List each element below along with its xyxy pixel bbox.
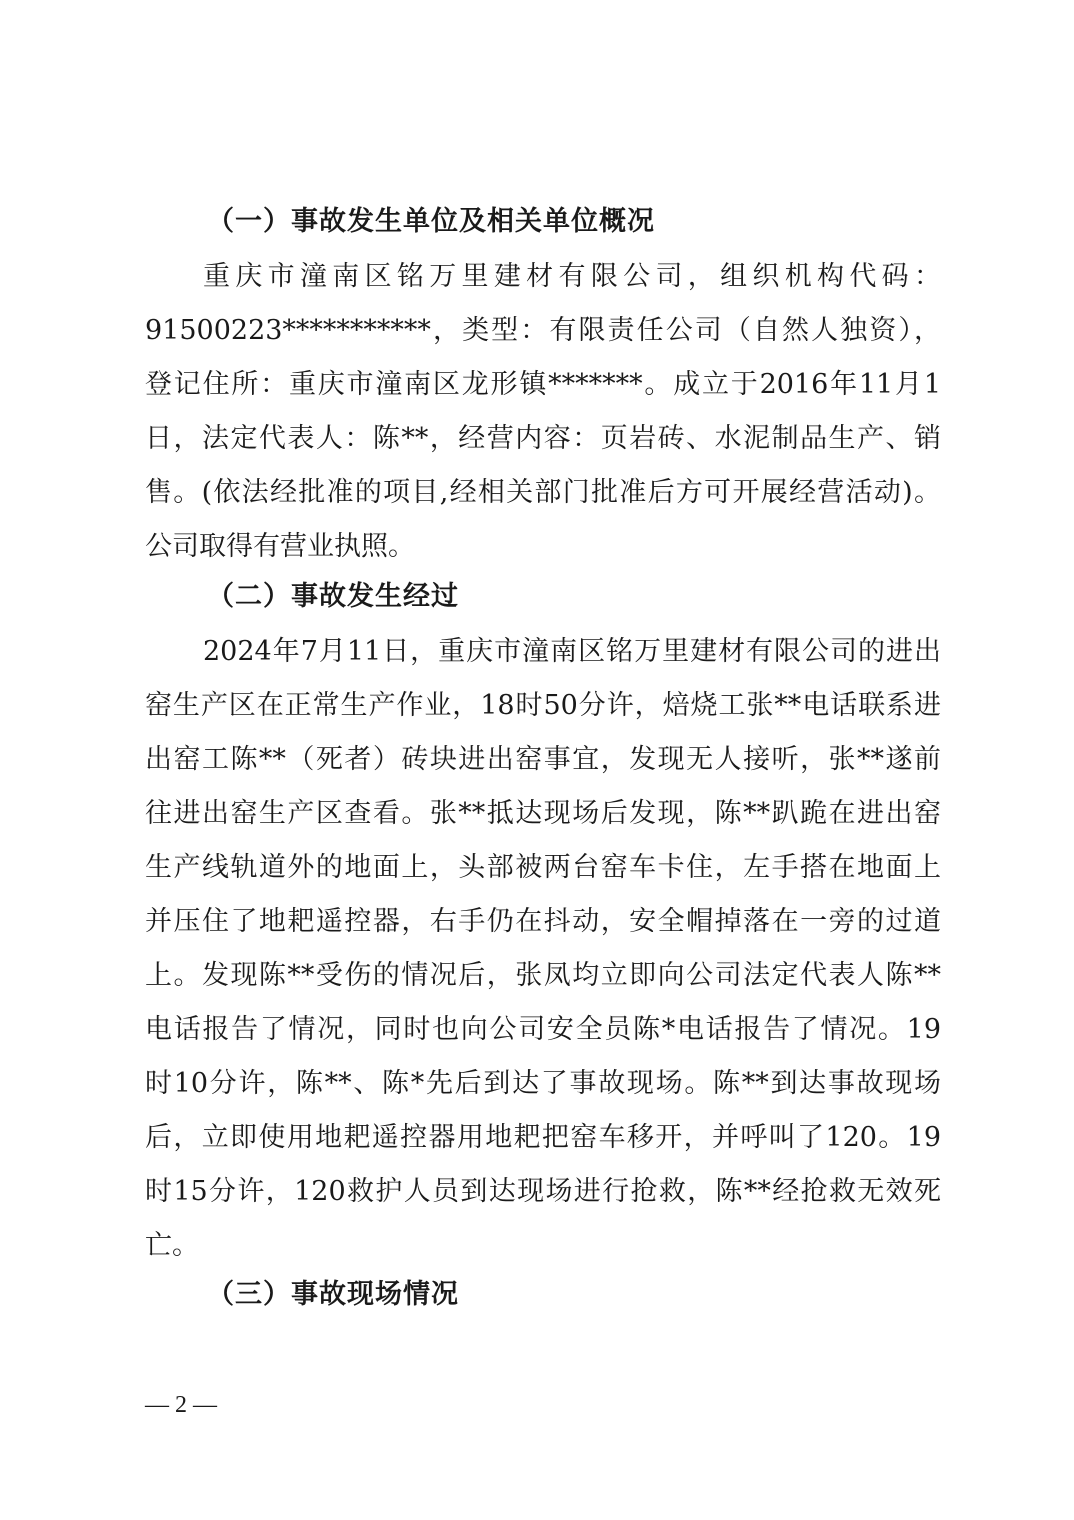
paragraph-line: 登记住所：重庆市潼南区龙形镇*******。成立于2016年11月1 (145, 369, 941, 400)
section-2-heading: （二）事故发生经过 (207, 581, 459, 612)
paragraph-line: 生产线轨道外的地面上，头部被两台窑车卡住，左手搭在地面上 (145, 852, 941, 883)
paragraph-line: 并压住了地耙遥控器，右手仍在抖动，安全帽掉落在一旁的过道 (145, 906, 941, 937)
paragraph-line: 窑生产区在正常生产作业，18时50分许，焙烧工张**电话联系进 (145, 690, 941, 721)
paragraph-line: 时15分许，120救护人员到达现场进行抢救，陈**经抢救无效死 (145, 1176, 941, 1207)
paragraph-line: 时10分许，陈**、陈*先后到达了事故现场。陈**到达事故现场 (145, 1068, 941, 1099)
section-1-heading: （一）事故发生单位及相关单位概况 (207, 206, 655, 237)
page-number: — 2 — (145, 1392, 217, 1418)
paragraph-line: 公司取得有营业执照。 (145, 531, 415, 562)
paragraph-line: 上。发现陈**受伤的情况后，张凤均立即向公司法定代表人陈** (145, 960, 941, 991)
paragraph-line: 后，立即使用地耙遥控器用地耙把窑车移开，并呼叫了120。19 (145, 1122, 941, 1153)
paragraph-line: 电话报告了情况，同时也向公司安全员陈*电话报告了情况。19 (145, 1014, 941, 1045)
section-1-paragraph (145, 250, 941, 574)
paragraph-line: 2024年7月11日，重庆市潼南区铭万里建材有限公司的进出 (203, 636, 941, 667)
paragraph-line: 出窑工陈**（死者）砖块进出窑事宜，发现无人接听，张**遂前 (145, 744, 941, 775)
paragraph-line: 重庆市潼南区铭万里建材有限公司，组织机构代码： (203, 261, 941, 292)
paragraph-line: 往进出窑生产区查看。张**抵达现场后发现，陈**趴跪在进出窑 (145, 798, 941, 829)
paragraph-line: 亡。 (145, 1230, 199, 1261)
paragraph-line: 91500223***********，类型：有限责任公司（自然人独资）， (145, 315, 941, 346)
section-3-heading: （三）事故现场情况 (207, 1279, 459, 1310)
section-2-paragraph (145, 625, 941, 1273)
paragraph-line: 售。(依法经批准的项目,经相关部门批准后方可开展经营活动)。 (145, 477, 941, 508)
paragraph-line: 日，法定代表人：陈**，经营内容：页岩砖、水泥制品生产、销 (145, 423, 941, 454)
